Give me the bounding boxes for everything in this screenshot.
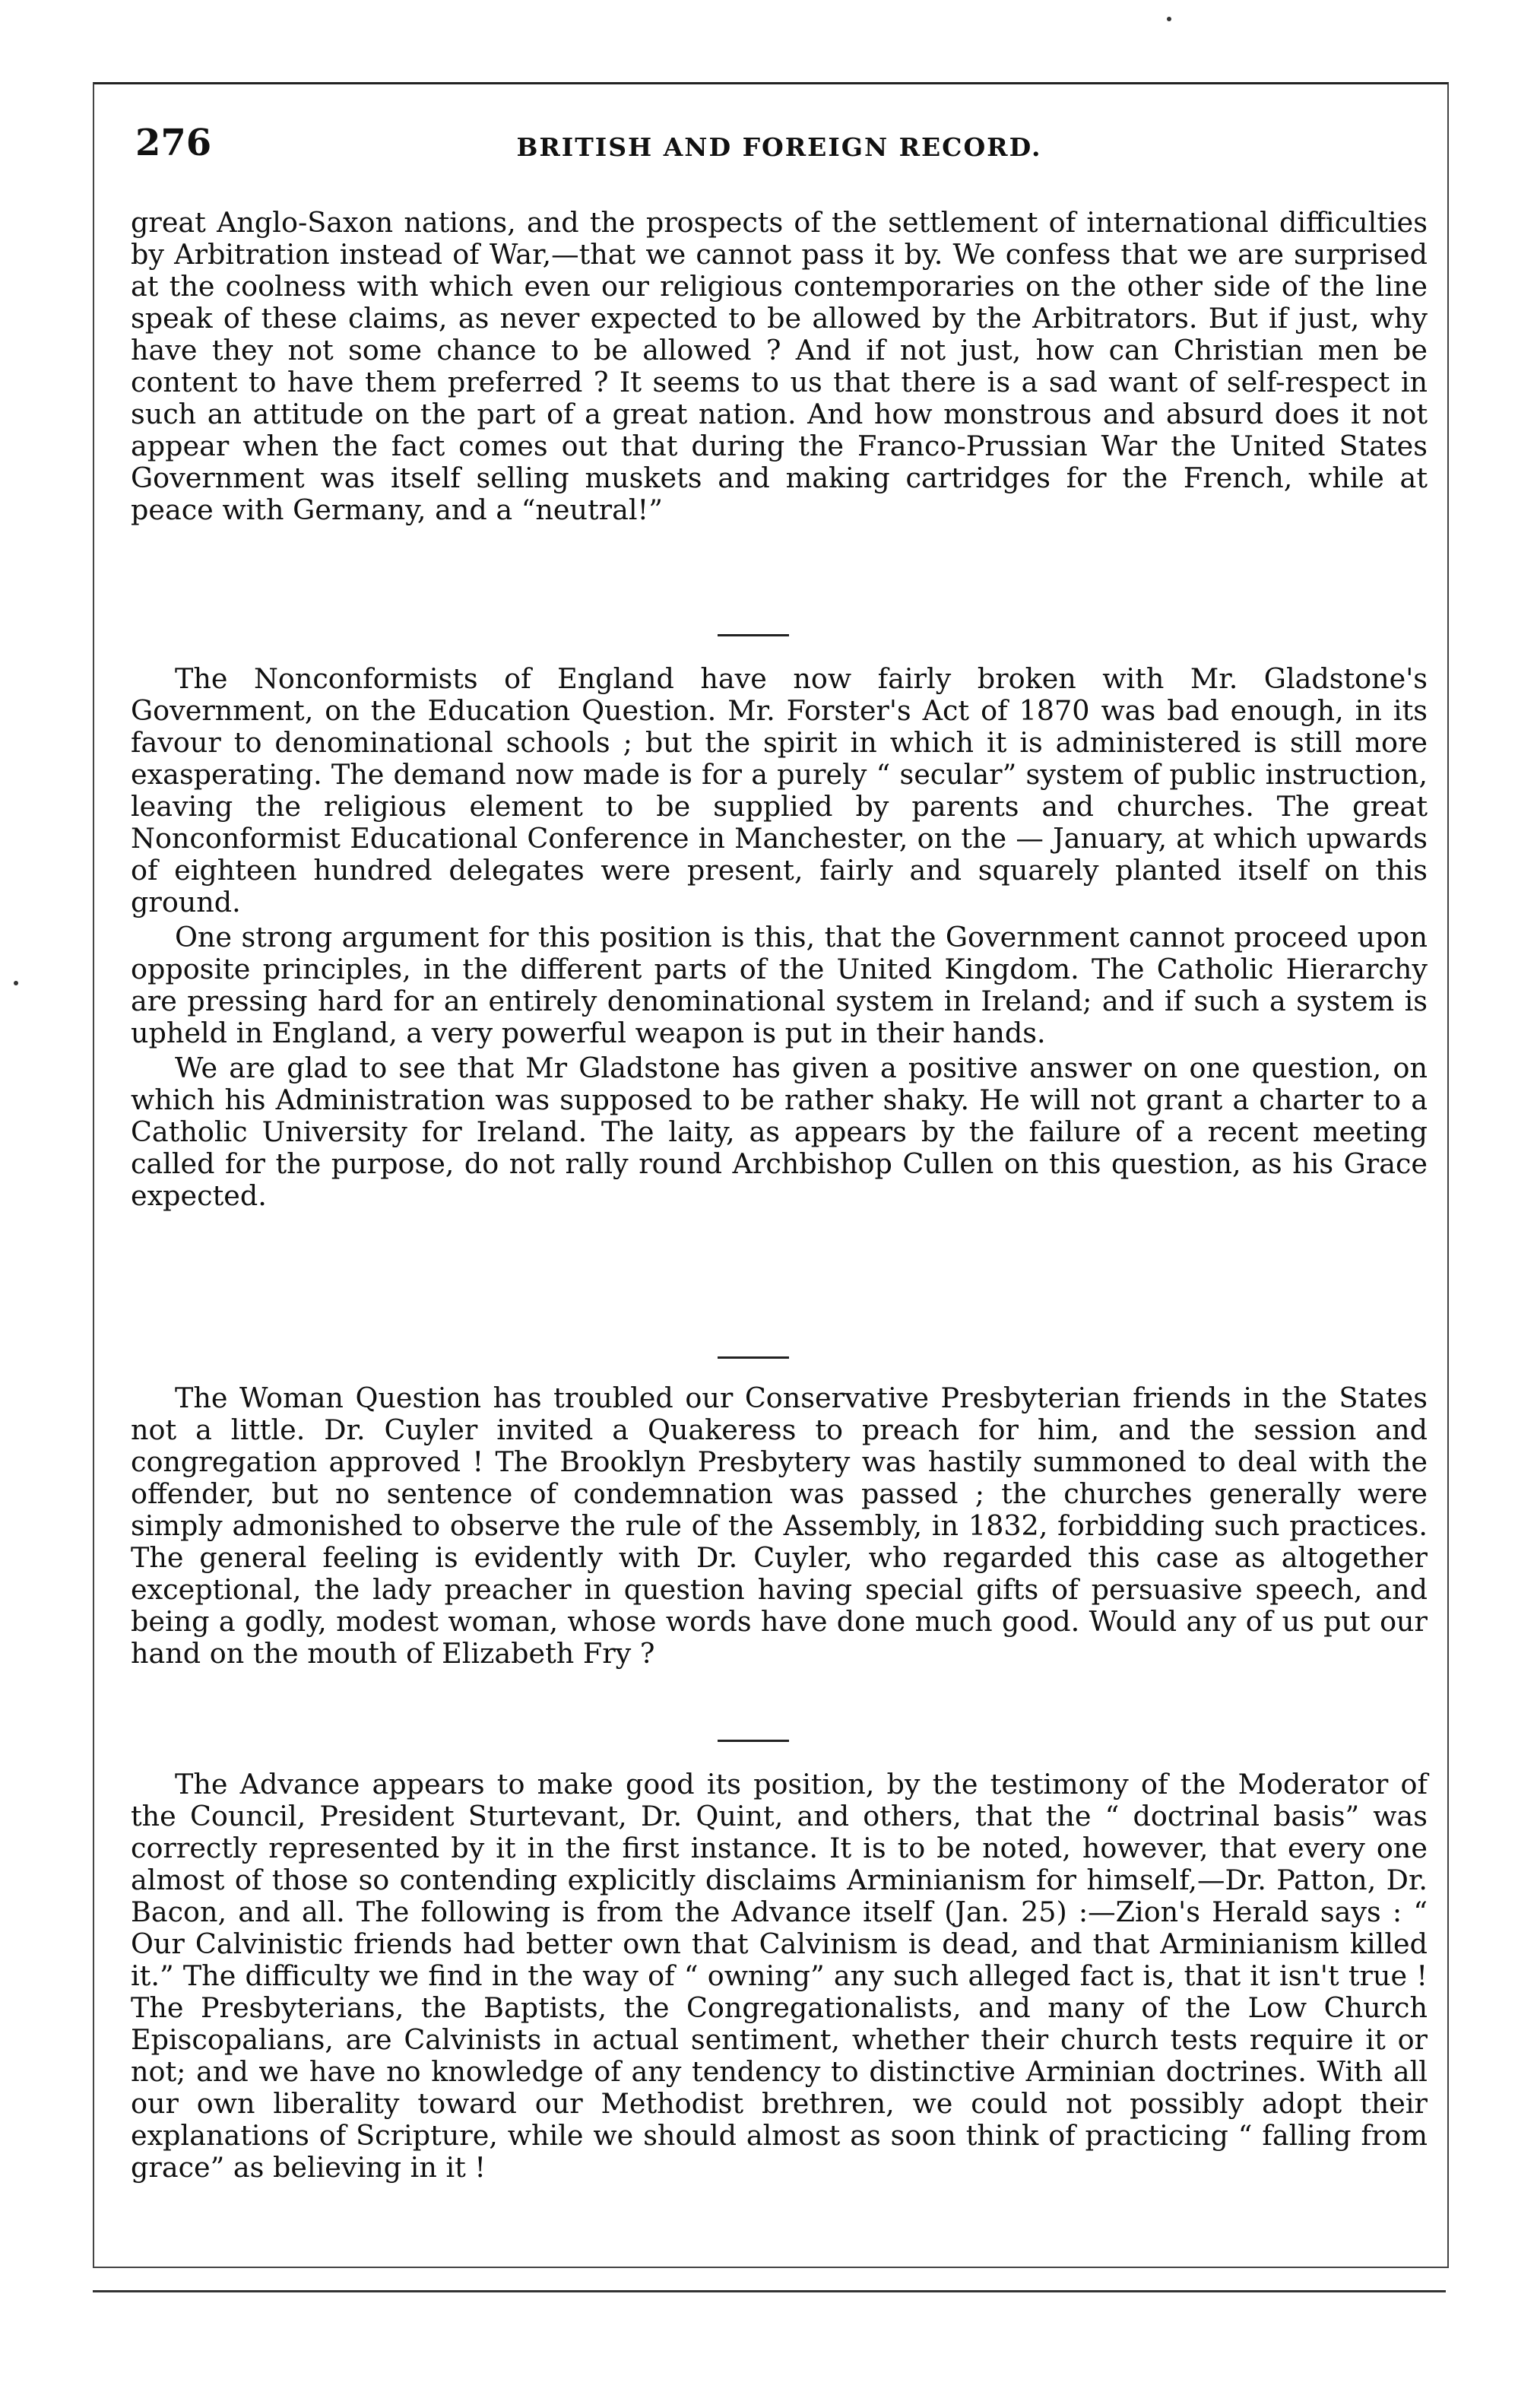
section-divider [718, 1740, 789, 1742]
article-woman-question [131, 1382, 1428, 1670]
running-title: BRITISH AND FOREIGN RECORD. [516, 132, 1042, 162]
paragraph: The Woman Question has troubled our Conservative Presbyterian friends in the States not a little. Dr. Cuyler invited a Quakeress to preach for him, and the session and congregation approved ! The Brooklyn Presbytery was hastily summoned to deal with the offender, but no sentence of condemnation was passed ; the churches generally were simply admonished to observe the rule of the Assembly, in 1832, forbidding such practices. The general feeling is evidently with Dr. Cuyler, who regarded this case as altogether exceptional, the lady preacher in question having special gifts of persuasive speech, and being a godly, modest woman, whose words have done much good. Would any of us put our hand on the mouth of Elizabeth Fry ? [131, 1382, 1428, 1670]
print-speck [1167, 17, 1171, 21]
page-header [129, 122, 1429, 175]
page-number: 276 [135, 122, 212, 164]
paragraph: The Nonconformists of England have now fairly broken with Mr. Gladstone's Government, on the Education Question. Mr. Forster's Act of 1870 was bad enough, in its favour to denominational schools ; but the spirit in which it is administered is still more exasperating. The demand now made is for a purely “ secular” system of public instruction, leaving the religious element to be supplied by parents and churches. The great Nonconformist Educational Conference in Manchester, on the — January, at which upwards of eighteen hundred delegates were present, fairly and squarely planted itself on this ground. [131, 662, 1428, 918]
article-advance [131, 1769, 1428, 2184]
paragraph: great Anglo-Saxon nations, and the prospects of the settlement of international difficulties by Arbitration instead of War,—that we cannot pass it by. We confess that we are surprised at the coolness with which even our religious contemporaries on the other side of the line speak of these claims, as never expected to be allowed by the Arbitrators. But if just, why have they not some chance to be allowed ? And if not just, how can Christian men be content to have them preferred ? It seems to us that there is a sad want of self-respect in such an attitude on the part of a great nation. And how monstrous and absurd does it not appear when the fact comes out that during the Franco-Prussian War the United States Government was itself selling muskets and making cartridges for the French, while at peace with Germany, and a “neutral!” [131, 206, 1428, 526]
article-arbitration [131, 207, 1428, 526]
print-speck [14, 981, 18, 985]
paragraph: The Advance appears to make good its position, by the testimony of the Moderator of the Council, President Sturtevant, Dr. Quint, and others, that the “ doctrinal basis” was correctly represented by it in the first instance. It is to be noted, however, that every one almost of those so contending explicitly disclaims Arminianism for himself,—Dr. Patton, Dr. Bacon, and all. The following is from the Advance itself (Jan. 25) :—Zion's Herald says : “ Our Calvinistic friends had better own that Calvinism is dead, and that Arminianism killed it.” The difficulty we find in the way of “ owning” any such alleged fact is, that it isn't true ! The Presbyterians, the Baptists, the Congregationalists, and many of the Low Church Episcopalians, are Calvinists in actual sentiment, whether their church tests require it or not; and we have no knowledge of any tendency to distinctive Arminian doctrines. With all our own liberality toward our Methodist brethren, we could not possibly adopt their explanations of Scripture, while we should almost as soon think of practicing “ falling from grace” as believing in it ! [131, 1768, 1428, 2184]
paragraph: We are glad to see that Mr Gladstone has given a positive answer on one question, on which his Administration was supposed to be rather shaky. He will not grant a charter to a Catholic University for Ireland. The laity, as appears by the failure of a recent meeting called for the purpose, do not rally round Archbishop Cullen on this question, as his Grace expected. [131, 1052, 1428, 1212]
paragraph: One strong argument for this position is this, that the Government cannot proceed upon opposite principles, in the different parts of the United Kingdom. The Catholic Hierarchy are pressing hard for an entirely denominational system in Ireland; and if such a system is upheld in England, a very powerful weapon is put in their hands. [131, 921, 1428, 1049]
bottom-rule [93, 2290, 1446, 2292]
section-divider [718, 634, 789, 636]
article-education-question [131, 663, 1428, 1212]
section-divider [718, 1356, 789, 1359]
